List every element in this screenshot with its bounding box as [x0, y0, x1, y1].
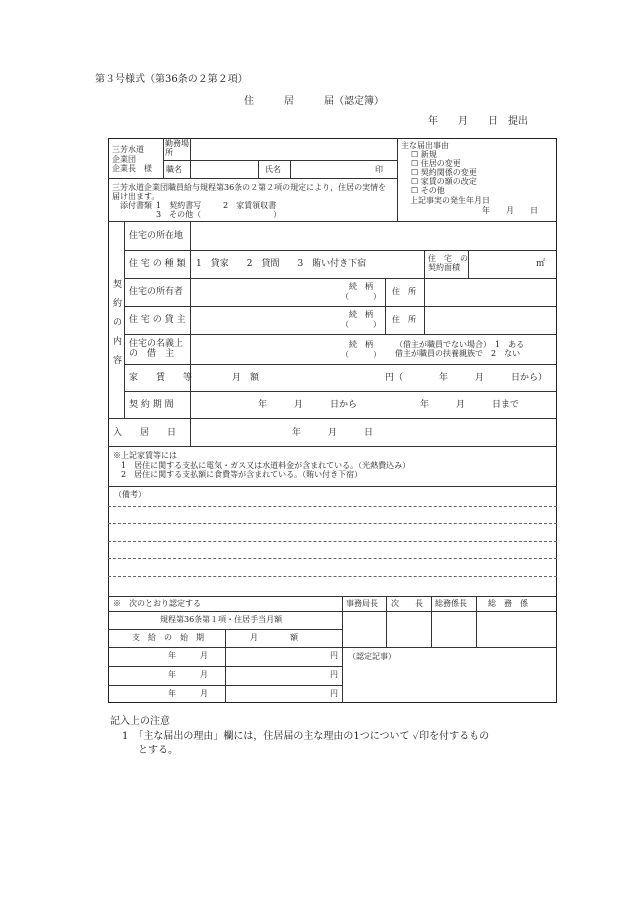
- org-name: 三芳水道 企業団 企業長 様: [112, 145, 152, 174]
- reasons-heading: 主な届出事由: [401, 141, 449, 150]
- remarks-label: （備考）: [114, 490, 146, 499]
- rent-value: 月 額 円（ 年 月 日から）: [232, 373, 548, 383]
- reasons-list: ☐ 新規 ☐ 住居の変更 ☐ 契約関係の変更 ☐ 家賃の額の改定 ☐ その他: [411, 150, 477, 196]
- borrower-note: （借主が職員でない場合） 1 ある 借主が職員の扶養親族で 2 ない: [395, 340, 525, 359]
- approval-heading: ※ 次のとおり認定する: [113, 599, 201, 608]
- owner-relation: 続 柄 （ ）: [341, 282, 381, 301]
- attachment-1: 1 契約書写: [156, 201, 202, 210]
- move-in-date: 年 月 日: [292, 428, 374, 438]
- approval-row-2-date: 年 月: [168, 670, 208, 679]
- attachments-label: 添付書類: [120, 201, 152, 210]
- stamp-chief: 総務係長: [435, 599, 467, 608]
- checkbox-icon[interactable]: ☐: [411, 168, 419, 178]
- submit-date-line: 年 月 日 提出: [428, 116, 528, 127]
- checkbox-icon[interactable]: ☐: [411, 150, 419, 159]
- contract-side-label: 契 約 の 内 容: [113, 280, 123, 366]
- approval-row-3-date: 年 月: [168, 689, 208, 698]
- form-title: 住 居 届（認定簿）: [244, 96, 384, 107]
- lender-label: 住 宅 の 貸 主: [129, 315, 186, 325]
- approval-row-2-amount: 円: [330, 670, 338, 679]
- attachment-2: 2 家賃領収書: [223, 201, 277, 210]
- owner-address-label: 住 所: [392, 287, 416, 296]
- name-label: 氏名: [265, 165, 281, 174]
- occurrence-date: 年 月 日: [482, 206, 538, 215]
- notes-heading: 記入上の注意: [110, 716, 170, 727]
- nominee-relation: 続 柄 （ ）: [341, 340, 381, 359]
- period-label: 契 約 期 間: [129, 400, 174, 410]
- workplace-label: 勤務場所: [165, 139, 189, 157]
- statement-text: 三芳水道企業団職員給与規程第36条の２第２項の規定により，住居の実情を届け出ます。: [112, 183, 387, 202]
- amount-column-header: 月 額: [250, 633, 298, 642]
- checkbox-icon[interactable]: ☐: [411, 177, 419, 187]
- approval-row-3-amount: 円: [330, 689, 338, 698]
- rent-label: 家 賃 等: [129, 373, 193, 383]
- lender-relation: 続 柄 （ ）: [341, 310, 381, 329]
- period-value: 年 月 日から 年 月 日まで: [258, 400, 520, 410]
- attachment-3: 3 その他（ ）: [156, 210, 282, 219]
- move-in-label: 入 居 日: [113, 428, 177, 438]
- address-label: 住宅の所在地: [129, 231, 184, 241]
- seal-mark: 印: [375, 165, 383, 174]
- housing-type-label: 住 宅 の 種 類: [129, 259, 186, 269]
- start-column-header: 支 給 の 始 期: [132, 633, 204, 642]
- contract-area-label: 住 宅 の 契約面積: [428, 254, 468, 273]
- approval-row-1-amount: 円: [330, 651, 338, 660]
- job-title-label: 職名: [166, 165, 182, 174]
- notes-item-1-cont: とする。: [138, 745, 178, 756]
- area-unit: ㎡: [536, 259, 546, 269]
- stamp-director: 事務局長: [346, 599, 378, 608]
- stamp-deputy: 次 長: [391, 599, 423, 608]
- occurrence-label: 上記事実の発生年月日: [410, 196, 490, 205]
- approval-note-label: （認定記事）: [348, 652, 396, 661]
- approval-row-1-date: 年 月: [168, 651, 208, 660]
- rent-notes: ※上記家賃等には 1 居住に関する支払に電気・ガス又は水道料金が含まれている。（光熱費込み） 2 居住に関する支払額に食費等が含まれている。（賄い付き下宿）: [113, 451, 411, 480]
- housing-type-options: 1 貸家 2 貸間 3 賄い付き下宿: [196, 259, 367, 269]
- checkbox-icon[interactable]: ☐: [411, 186, 419, 196]
- checkbox-icon[interactable]: ☐: [411, 159, 419, 169]
- notes-item-1: 1 「主な届出の理由」欄には，住居届の主な理由の1つについて ✓印を付するもの: [122, 731, 490, 742]
- form-number: 第３号様式（第36条の２第２項）: [95, 74, 248, 85]
- stamp-staff: 総 務 係: [488, 599, 528, 608]
- approval-rule: 規程第36条第１項・住居手当月額: [160, 615, 283, 624]
- nominee-label: 住宅の名義上 の 借 主: [129, 339, 184, 360]
- lender-address-label: 住 所: [392, 315, 416, 324]
- owner-label: 住宅の所有者: [129, 287, 184, 297]
